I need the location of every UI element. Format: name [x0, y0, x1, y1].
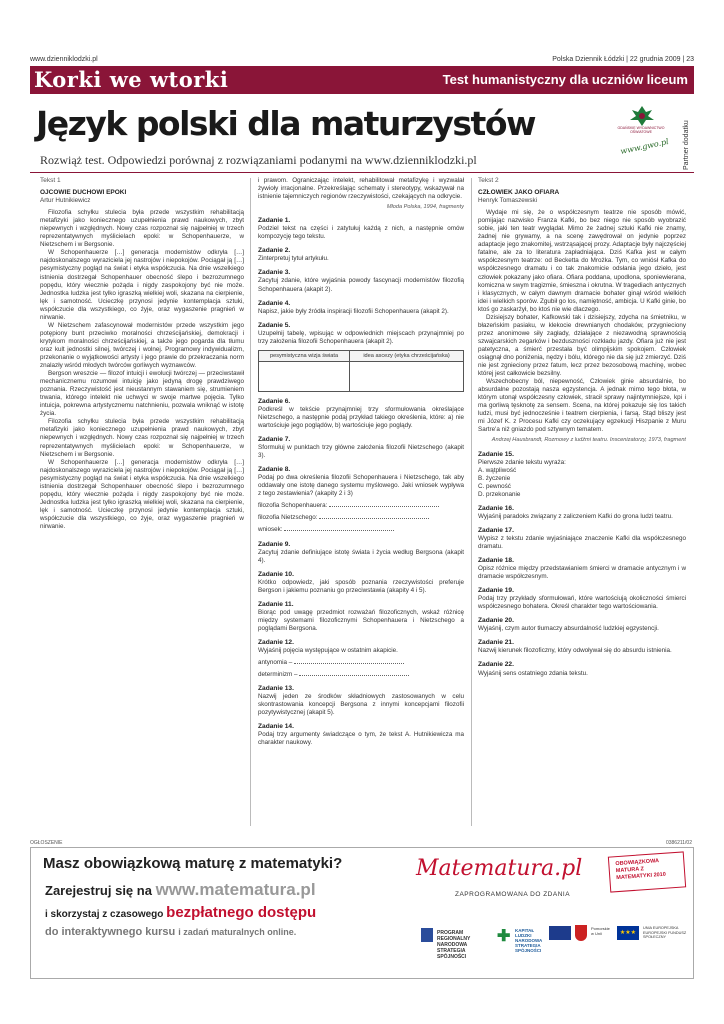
paragraph: Filozofia schyłku stulecia była przede wszystkim rehabilitacją metafizyki jako koniecznego uzupełnienia prawd naukowych, zbyt niepewnych i względnych. Nowy czas rozpoznał się najpełniej w trzech reprezentatywnych myślicielach epoki: w Schopenhauerze, w Nietzschem i w Bergsonie. [40, 209, 244, 249]
text-author: Artur Hutnikiewicz [40, 197, 91, 205]
ad-register-line [45, 880, 316, 900]
answer-line-label: antynomia – [258, 659, 293, 667]
task-title: Zadanie 21. [478, 639, 514, 647]
text-heading: CZŁOWIEK JAKO OFIARA [478, 189, 560, 197]
ad-url-link[interactable]: www.matematura.pl [155, 880, 316, 899]
task-text: Krótko odpowiedz, jaki sposób poznania rzeczywistości preferuje Bergson i jakiemu poznaniu go przeciwstawia (akapity 4 i 5). [258, 578, 464, 594]
paragraph: Wszechobecny ból, niepewność, Człowiek ginie absurdalnie, bo absurdalne pozostają nasza egzystencja. A jednak mimo tego błota, w którym utonął współczesny człowiek, stracił sprawy najintymniejsze, kpi i ma gorliwą tęsknotę za sensem. Scena, na której pokazuje się los takich ludzi, musi być jednocześnie i teatrem cierpienia, i farsą. Stąd bliszy jest mi Józef K. z Procesu Kafki czy oczekujący egzekucji Hiszpanie z Muru Sartre'a niż gniazdo pod sztywnym tematem. [478, 378, 686, 434]
option[interactable]: C. pewność [478, 482, 511, 490]
answer-table [258, 350, 464, 392]
advertisement[interactable] [30, 847, 694, 979]
task-title: Zadanie 22. [478, 661, 514, 669]
answer-line-label: filozofia Schopenhauera: [258, 502, 328, 510]
ad-stamp: OBOWIĄZKOWA MATURA Z MATEMATYKI 2010 [608, 851, 686, 892]
ad-label: OGŁOSZENIE [30, 840, 63, 846]
ad-brand-logo[interactable]: Matematura.pl [416, 856, 583, 881]
text2-source: Andrzej Hausbrandt, Rozmowy z ludźmi teatru. Inscenizatorzy, 1973, fragment [491, 437, 686, 444]
ad-course-text2: i zadań maturalnych online. [178, 927, 297, 937]
task-title: Zadanie 5. [258, 321, 291, 329]
task-title: Zadanie 10. [258, 570, 294, 578]
column-text1 [40, 177, 244, 829]
task-text: Wyjaśnij paradoks związany z zaliczeniem Kafki do grona ludzi teatru. [478, 512, 673, 520]
task-text: Podziel tekst na części i zatytułuj każdą z nich, a następnie omów kompozycję tego tekstu. [258, 225, 464, 241]
task-title: Zadanie 16. [478, 504, 514, 512]
answer-line-label: determinizm – [258, 671, 298, 679]
paragraph: Dzisiejszy bohater, Kafkowski tak i dzisiejszy, zdycha na śmietniku, w błazeńskim pasiaku, w klekocie drewnianych chodaków, przygnieciony przez anonimowe siły zagłady, działające z niezawodną sprawnością szwajcarskich zegarków i bezduszności rozkładu jazdy. Ofiara już nie jest patetyczna, a śmierć przestała być olimpijskim spokojem. Człowiek osiągnął dno poniżenia, nędzy i bólu, którego nie da się już zmierzyć. Dziś nie jest zgnieciony przez fatum, lecz przez bezosobową machinę, wobec której jest całkowicie bezsilny. [478, 313, 686, 378]
task-text: Biorąc pod uwagę przedmiot rozważań filozoficznych, wskaż różnicę między systemami filozoficznymi Schopenhauera i Nietzschego a poglądami Bergsona. [258, 608, 464, 632]
divider [30, 172, 694, 173]
task-title: Zadanie 13. [258, 685, 294, 693]
task-text: Opisz różnice między przedstawianiem śmierci w dramacie antycznym i w dramacie współczesnym. [478, 565, 686, 581]
answer-line[interactable] [258, 501, 464, 510]
task-text: Wyjaśnij, czym autor tłumaczy absurdalność ludzkiej egzystencji. [478, 625, 659, 633]
option[interactable]: D. przekonanie [478, 490, 521, 498]
table-header: idea ascezy (etyka chrześcijańska) [350, 350, 464, 361]
task-text: Podaj po dwa określenia filozofii Schopenhauera i Nietzschego, tak aby oddawały one istotę danego systemu myślowego. Jaki wniosek wypływa z tego zestawienia? (akapity 2 i 3) [258, 474, 464, 498]
paragraph: W Nietzschem zafascynował modernistów przede wszystkim jego potępiony bunt przeciwko moralności chrześcijańskiej, demokracji i krytykom moralności chrześcijańskiej, a także jego pogarda dla tłumu oraz kult jednostki silnej, twórczej i wolnej. Programowy indywidualizm, przekonanie o wyjątkowości artysty i jego prawie do przekraczania norm znalazły wśród młodych twórców gorliwych wyznawców. [40, 321, 244, 370]
answer-line-label: filozofia Nietzschego: [258, 514, 318, 522]
partner-logo-icon [610, 104, 674, 128]
ad-free-access: bezpłatnego dostępu [166, 904, 317, 921]
column-tasks [258, 177, 464, 829]
instructions: Rozwiąż test. Odpowiedzi porównaj z rozwiązaniami podanymi na www.dzienniklodzki.pl [40, 153, 477, 167]
section-band [30, 66, 694, 94]
section-title: Korki we wtorki [34, 67, 229, 92]
task-text: Zinterpretuj tytuł artykułu. [258, 255, 329, 263]
site-url[interactable]: www.dzienniklodzki.pl [30, 56, 98, 63]
table-header: pesymistyczna wizja świata [259, 350, 350, 361]
ad-course-text: do interaktywnego kursu [45, 926, 176, 938]
task-title: Zadanie 18. [478, 557, 514, 565]
ad-code: 0386211/02 [665, 840, 692, 846]
task-text: Pierwsze zdanie tekstu wyraża: [478, 458, 566, 466]
paragraph: Bergson wreszcie — filozof intuicji i ewolucji twórczej — przeciwstawił mechanicznemu rozumowi intuicję jako jedyną drogę prawdziwego poznania. Rzeczywistość jest nieustannym stawaniem się, strumieniem trwania, którego intelekt nie uchwyci w swoje martwe pojęcia. Tylko intuicja, pokrewna artystycznemu natchnieniu, pozwala wniknąć w istotę życia. [40, 370, 244, 418]
task-text: Wyjaśnij sens ostatniego zdania tekstu. [478, 669, 588, 677]
partner-label-vertical [678, 100, 692, 170]
text-heading: OJCOWIE DUCHOWI EPOKI [40, 189, 127, 197]
text-label: Tekst 1 [40, 177, 61, 184]
newspaper-page [30, 0, 694, 1024]
task-text: Sformułuj w punktach trzy główne założenia filozofii Nietzschego (akapit 3). [258, 444, 464, 460]
task-text: Nazwij jeden ze środków składniowych zastosowanych w celu skontrastowania koncepcji Bergsona z innymi koncepcjami filozofii pozytywistycznej (akapit 5). [258, 693, 464, 717]
ad-offer-line [45, 904, 316, 921]
task-text: Podaj trzy przykłady sformułowań, które wartościują okoliczności śmierci współczesnego bohatera. Określ charakter tego wartościowania. [478, 595, 686, 611]
task-text: Wyjaśnij pojęcia występujące w ostatnim akapicie. [258, 647, 398, 655]
column-divider [250, 178, 251, 826]
task-text: Podaj trzy argumenty świadczące o tym, że tekst A. Hutnikiewicza ma charakter naukowy. [258, 731, 464, 747]
text-label: Tekst 2 [478, 177, 499, 184]
ad-register-text: Zarejestruj się na [45, 883, 152, 898]
task-text: Zacytuj zdanie, które wyjaśnia powody fascynacji modernistów filozofią Schopenhauera (akapit 2). [258, 277, 464, 293]
partner-name: GDAŃSKIE WYDAWNICTWO OŚWIATOWE [617, 126, 665, 134]
partner-logo[interactable] [610, 104, 674, 160]
eu-flag-logo: ★★★ UNIA EUROPEJSKA EUROPEJSKI FUNDUSZ SPOŁECZNY [617, 924, 687, 952]
table-cell-input[interactable] [259, 361, 350, 391]
task-title: Zadanie 20. [478, 617, 514, 625]
task-title: Zadanie 19. [478, 587, 514, 595]
task-title: Zadanie 15. [478, 450, 514, 458]
option[interactable]: A. wątpliwość [478, 466, 517, 474]
task-title: Zadanie 17. [478, 526, 514, 534]
answer-line[interactable] [258, 658, 464, 667]
text1-continuation: i prawom. Ograniczając intelekt, rehabilitował metafizykę i wyzwalał żywioły irracjonalne. Przekreślając schematy i stereotypy, wskazywał na istnienie tajemniczych regionów rzeczywistości, czekających na odkrycie. [258, 177, 464, 201]
paragraph: W Schopenhauerze […] generacja modernistów odkryła […] najdoskonalszego wyraziciela jej nastrojów i niepokojów. Pociągał ją […] pesymistyczny pogląd na świat i etyka współczucia. Na dnie wszelkiego istnienia dostrzegał Schopenhauer obecność ślepo i bezrozumnego popędu, który wiecznie pożąda i nigdy zaspokojony być nie może. Jednostka ludzka jest tylko igraszką wielkiej woli, skazana na cierpienie, lęk i samotność. Ucieczkę przynosi jedynie kontemplacja sztuki, współczucie dla wszystkiego, co żyje, oraz wygaszenie pragnień w nirwanie. [40, 249, 244, 321]
answer-line[interactable] [258, 513, 464, 522]
ad-course-line [45, 926, 296, 938]
task-text: Napisz, jakie były źródła inspiracji filozofii Schopenhauera (akapit 2). [258, 307, 449, 315]
text1-source: Młoda Polska, 1994, fragmenty [386, 204, 464, 211]
answer-line[interactable] [258, 525, 464, 534]
ad-offer-text: i skorzystaj z czasowego [45, 909, 164, 920]
task-title: Zadanie 2. [258, 247, 291, 255]
ad-label-row [30, 840, 694, 847]
task-title: Zadanie 8. [258, 466, 291, 474]
answer-line-label: wniosek: [258, 526, 283, 534]
task-title: Zadanie 14. [258, 723, 294, 731]
task-title: Zadanie 1. [258, 217, 291, 225]
kapital-ludzki-logo: ✚ KAPITAŁ LUDZKI NARODOWA STRATEGIA SPÓJNOŚCI [497, 928, 543, 953]
task-title: Zadanie 11. [258, 600, 294, 608]
page-title: Język polski dla maturzystów [36, 104, 535, 143]
task-text: Wypisz z tekstu zdanie wyjaśniające znaczenie Kafki dla współczesnego dramatu. [478, 534, 686, 550]
task-title: Zadanie 9. [258, 540, 291, 548]
pomorskie-logo: Pomorskie w Unii [549, 924, 603, 952]
program-regionalny-logo: PROGRAM REGIONALNY NARODOWA STRATEGIA SPÓJNOŚCI [421, 924, 479, 952]
task-text: Podkreśl w tekście przynajmniej trzy sformułowania określające Nietzschego, a następnie podaj przykład takiego określenia, które: a) nie wartościuje jego poglądów, b) wartościuje jego poglądy. [258, 405, 464, 429]
ad-sponsor-logos [421, 918, 689, 962]
column-divider [471, 178, 472, 826]
section-subtitle: Test humanistyczny dla uczniów liceum [442, 72, 688, 87]
partner-label: Partner dodatku [683, 120, 690, 170]
task-title: Zadanie 7. [258, 436, 291, 444]
paragraph: Wydaje mi się, że o współczesnym teatrze nie sposób mówić, pomijając nazwisko Franza Kafki, bo bez niego nie sposób wyobrazić sobie, jaki ten teatr wyglądał. Mimo że żadnej sztuki Kafki nie znamy, żadnej nie grywamy, a na scenę zawędrował on jedynie poprzez adaptacje jego znakomitej, wstrząsającej prozy. Adaptacje były najczęściej fatalne, ale za to literatura zapładniająca. Dziś Kafka jest w całym współczesnym teatrze: od Becketta do Mrożka. Tym, co wniósł Kafka do współczesnego dramatu i co tak znakomicie odsłania jego dzieło, jest człowiek pokazany jako ofiara. Ofiara poddana, upodlona, sponiewierana, komiczna w swym tragizmie, śmieszna i okrutna. W tragediach antycznych i klasycznych, w całym dawnym dramacie bohater ginął wśród wielkich idei i wielkich sporów. Zgubił go los, namiętność, ambicja. U Kafki ginie, bo ktoś go zaskarżył, bo ktoś nie wie dlaczego. [478, 209, 686, 313]
text-author: Henryk Tomaszewski [478, 197, 538, 205]
ad-brand-tagline: ZAPROGRAMOWANA DO ZDANIA [455, 891, 571, 898]
option[interactable]: B. życzenie [478, 474, 511, 482]
task-title: Zadanie 6. [258, 397, 291, 405]
task-title: Zadanie 3. [258, 269, 291, 277]
answer-line[interactable] [258, 670, 464, 679]
task-text: Uzupełnij tabelę, wpisując w odpowiednich miejscach przynajmniej po trzy założenia filozofii Schopenhauera (akapit 2). [258, 329, 464, 345]
task-text: Zacytuj zdanie definiujące istotę świata i życia według Bergsona (akapit 4). [258, 548, 464, 564]
table-cell-input[interactable] [350, 361, 464, 391]
paragraph: Filozofia schyłku stulecia była przede wszystkim rehabilitacją metafizyki jako koniecznego uzupełnienia prawd naukowych, zbyt niepewnych i względnych. Nowy czas rozpoznał się najpełniej w trzech reprezentatywnych myślicielach epoki: w Schopenhauerze, w Nietzschem i w Bergsonie. [40, 418, 244, 458]
task-title: Zadanie 12. [258, 638, 294, 646]
column-text2 [478, 177, 686, 829]
task-text: Nazwij kierunek filozoficzny, który odwoływał się do absurdu istnienia. [478, 647, 672, 655]
ad-headline: Masz obowiązkową maturę z matematyki? [43, 855, 343, 872]
paper-info: Polska Dziennik Łódzki | 22 grudnia 2009 | 23 [552, 56, 694, 63]
partner-url[interactable]: www.gwo.pl [619, 137, 670, 156]
paragraph: W Schopenhauerze […] generacja modernistów odkryła […] najdoskonalszego wyraziciela jej nastrojów i niepokojów. Pociągał ją […] pesymistyczny pogląd na świat i etyka współczucia. Na dnie wszelkiego istnienia dostrzegał Schopenhauer obecność ślepo i bezrozumnego popędu, który wiecznie pożąda i nigdy zaspokojony być nie może. Jednostka ludzka jest tylko igraszką wielkiej woli, skazana na cierpienie, lęk i samotność. Ucieczkę przynosi jedynie kontemplacja sztuki, współczucie dla wszystkiego, co żyje, oraz wygaszenie pragnień w nirwanie. [40, 458, 244, 530]
task-title: Zadanie 4. [258, 299, 291, 307]
